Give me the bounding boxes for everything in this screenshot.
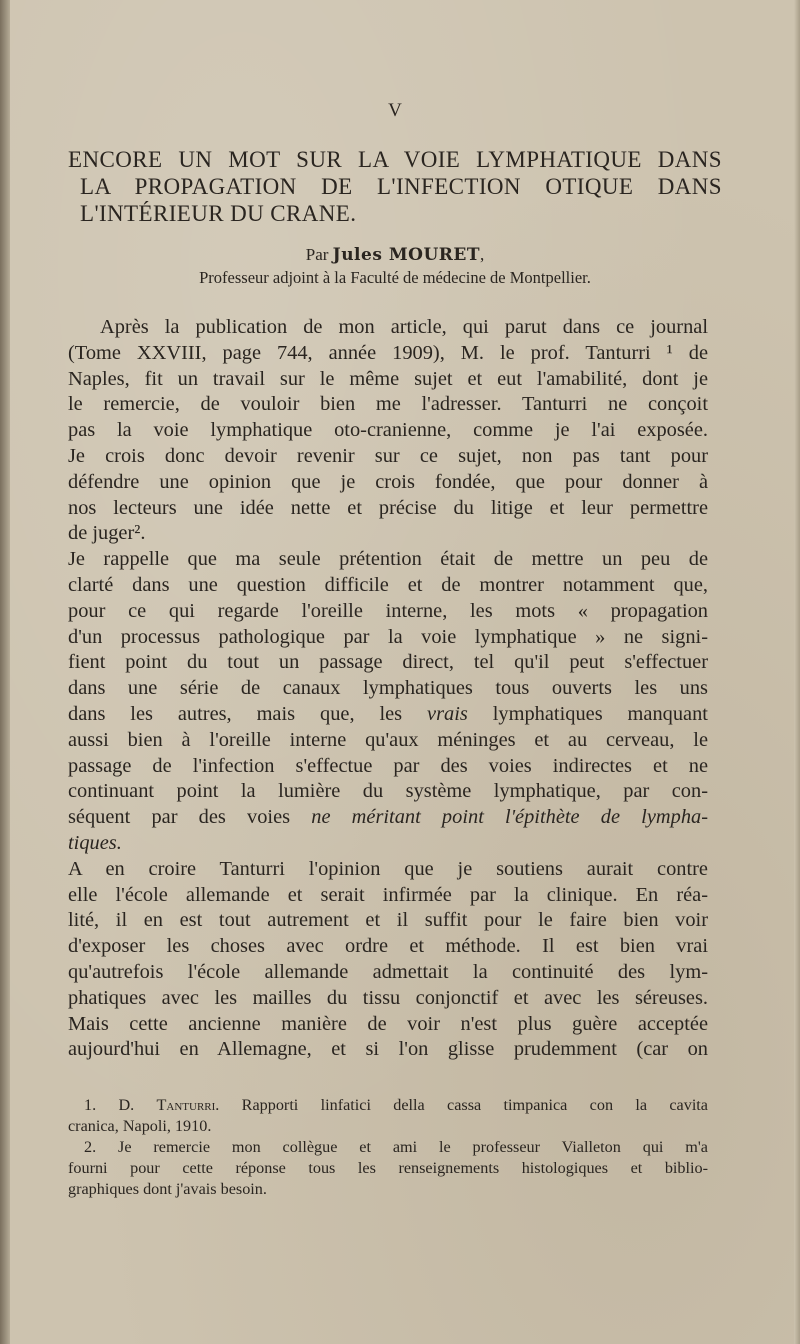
chapter-number: V: [388, 100, 402, 121]
footnotes: [68, 1095, 708, 1200]
body-line: Je crois donc devoir revenir sur ce sujet, non pas tant pour: [68, 444, 708, 467]
body-line: phatiques avec les mailles du tissu conjonctif et avec les séreuses.: [68, 986, 708, 1009]
body-line: (Tome XXVIII, page 744, année 1909), M. le prof. Tanturri ¹ de: [68, 341, 708, 364]
body-line: [68, 702, 708, 728]
body-line: elle l'école allemande et serait infirmée par la clinique. En réa-: [68, 883, 708, 906]
body-line: pour ce qui regarde l'oreille interne, les mots « propagation: [68, 599, 708, 622]
footnote-line: fourni pour cette réponse tous les renseignements histologiques et biblio-: [68, 1159, 708, 1177]
byline-suffix: ,: [480, 245, 485, 264]
body-text: lymphatiques manquant: [467, 702, 708, 725]
body-line: aussi bien à l'oreille interne qu'aux méninges et au cerveau, le: [68, 728, 708, 751]
body-line: de juger².: [68, 522, 146, 545]
body-line: aujourd'hui en Allemagne, et si l'on glisse prudemment (car on: [68, 1038, 708, 1061]
author-name: Jules MOURET: [332, 245, 481, 265]
title-line: ENCORE UN MOT SUR LA VOIE LYMPHATIQUE DANS: [68, 147, 722, 172]
title-line: LA PROPAGATION DE L'INFECTION OTIQUE DANS: [80, 174, 722, 199]
body-line: A en croire Tanturri l'opinion que je soutiens aurait contre: [68, 857, 708, 880]
body-italic: ne méritant point l'épithète de lympha-: [311, 806, 708, 829]
body-line: Mais cette ancienne manière de voir n'est plus guère acceptée: [68, 1012, 708, 1035]
body-line: Après la publication de mon article, qui parut dans ce journal: [100, 316, 708, 338]
title-line: L'INTÉRIEUR DU CRANE.: [80, 201, 357, 226]
body-line: lité, il en est tout autrement et il suffit pour le faire bien voir: [68, 909, 708, 932]
footnote-text: . Rapporti linfatici della cassa timpanica con la cavita: [215, 1096, 708, 1114]
body-line: pas la voie lymphatique oto-cranienne, comme je l'ai exposée.: [68, 419, 708, 442]
body-text: dans les autres, mais que, les: [68, 702, 403, 725]
body-line: passage de l'infection s'effectue par des voies indirectes et ne: [68, 754, 708, 777]
body-line: Naples, fit un travail sur le même sujet et eut l'amabilité, dont je: [68, 367, 708, 390]
body-line: dans une série de canaux lymphatiques tous ouverts les uns: [68, 677, 708, 700]
byline-prefix: Par: [305, 245, 333, 264]
author-byline: [68, 245, 722, 265]
footnote-1: [68, 1095, 708, 1116]
body-italic: tiques.: [68, 831, 122, 854]
body-line: qu'autrefois l'école allemande admettait la continuité des lym-: [68, 960, 708, 983]
body-line: [68, 805, 708, 831]
footnote-marker: 1. D.: [84, 1096, 157, 1114]
page-right-edge: [794, 0, 800, 1344]
footnote-line: cranica, Napoli, 1910.: [68, 1117, 212, 1135]
body-text: séquent par des voies: [68, 806, 291, 829]
page-binding-edge: [0, 0, 10, 1344]
body-line: [68, 831, 708, 857]
body-line: clarté dans une question difficile et de montrer notamment que,: [68, 573, 708, 596]
body-line: le remercie, de vouloir bien me l'adresser. Tanturri ne conçoit: [68, 393, 708, 416]
body-line: nos lecteurs une idée nette et précise du litige et leur permettre: [68, 496, 708, 519]
body-line: d'exposer les choses avec ordre et méthode. Il est bien vrai: [68, 935, 708, 958]
footnote-2: 2. Je remercie mon collègue et ami le professeur Vialleton qui m'a: [84, 1138, 708, 1156]
author-affiliation: Professeur adjoint à la Faculté de médecine de Montpellier.: [199, 268, 591, 287]
article-body: [68, 315, 708, 1063]
body-line: fient point du tout un passage direct, tel qu'il peut s'effectuer: [68, 651, 708, 674]
body-italic: vrais: [427, 702, 468, 725]
body-line: Je rappelle que ma seule prétention était de mettre un peu de: [68, 548, 708, 571]
body-line: d'un processus pathologique par la voie lymphatique » ne signi-: [68, 625, 708, 648]
footnote-line: graphiques dont j'avais besoin.: [68, 1180, 267, 1198]
article-title: [68, 146, 722, 227]
footnote-author: Tanturri: [156, 1096, 216, 1114]
body-line: continuant point la lumière du système lymphatique, par con-: [68, 780, 708, 803]
body-line: défendre une opinion que je crois fondée, que pour donner à: [68, 470, 708, 493]
